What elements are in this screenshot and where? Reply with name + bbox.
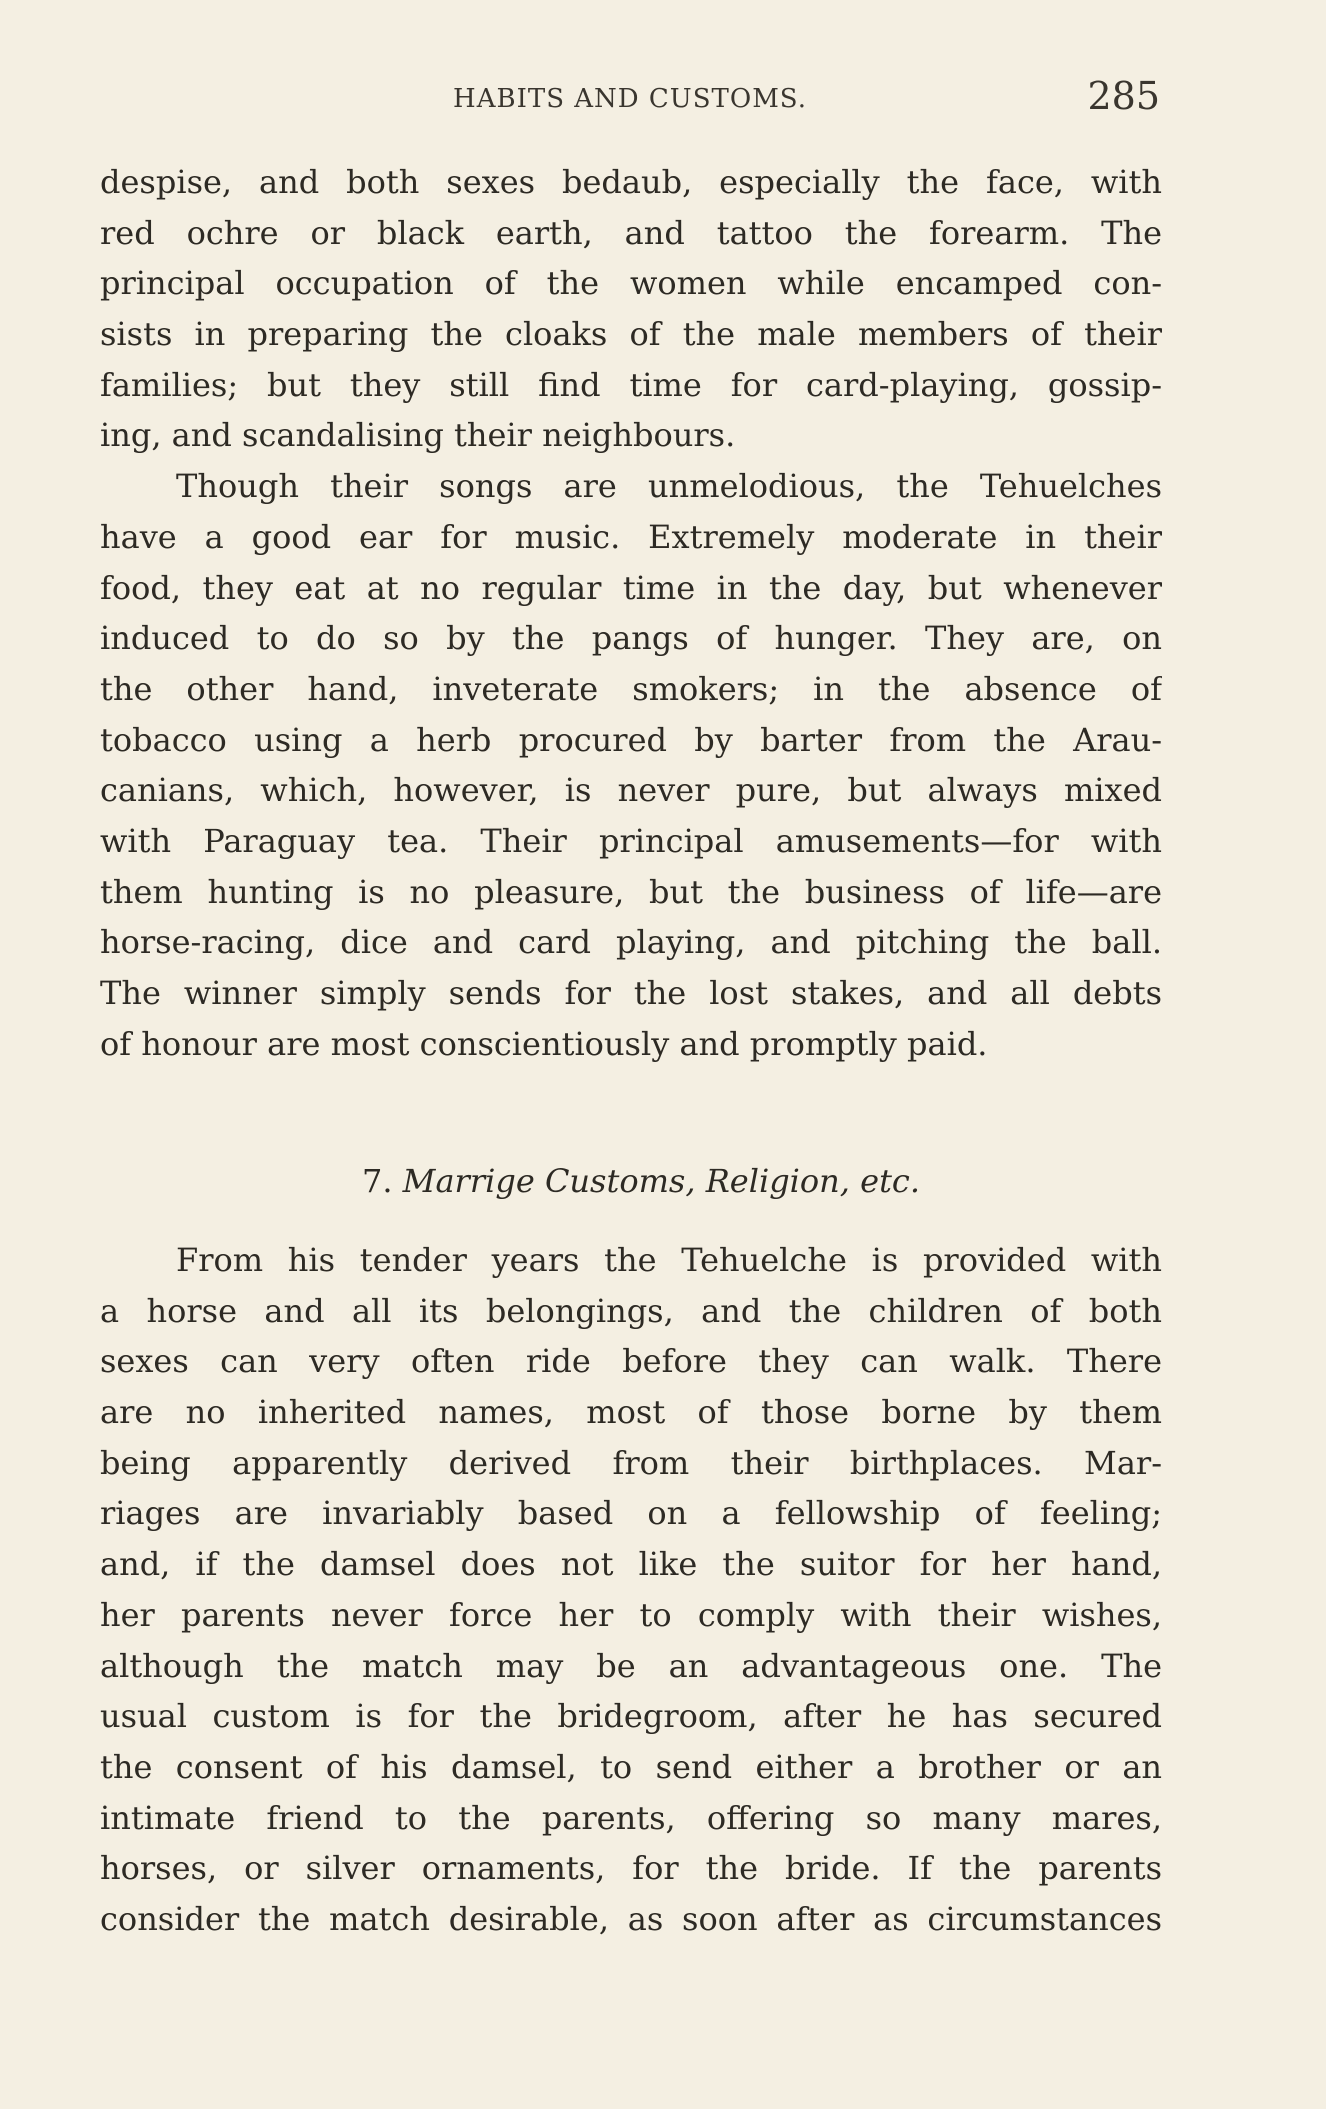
page-number: 285 xyxy=(1087,74,1160,118)
text-line: From his tender years the Tehuelche is provided with xyxy=(176,1241,1162,1279)
text-line: ing, and scandalising their neighbours. xyxy=(100,416,736,455)
section-number: 7. xyxy=(361,1162,393,1200)
text-line: families; but they still find time for card-playing, gossip- xyxy=(100,365,1162,404)
text-line: are no inherited names, most of those borne by them xyxy=(100,1393,1162,1432)
text-line: horses, or silver ornaments, for the bride. If the parents xyxy=(100,1849,1162,1888)
text-line: with Paraguay tea. Their principal amusements—for with xyxy=(100,821,1162,860)
text-line: the other hand, inveterate smokers; in the absence of xyxy=(100,669,1162,708)
text-line: her parents never force her to comply with their wishes, xyxy=(100,1595,1162,1634)
text-line: induced to do so by the pangs of hunger. They are, on xyxy=(100,619,1162,658)
section-title: Marrige Customs, Religion, etc. xyxy=(402,1162,921,1200)
body-text-bottom xyxy=(100,1235,1162,1945)
text-line: and, if the damsel does not like the suitor for her hand, xyxy=(100,1545,1162,1584)
text-line: of honour are most conscientiously and promptly paid. xyxy=(100,1024,988,1063)
text-line: despise, and both sexes bedaub, especially the face, with xyxy=(100,163,1162,201)
paragraph xyxy=(100,1235,1162,1945)
text-line: Though their songs are unmelodious, the Tehuelches xyxy=(176,467,1162,506)
text-line: sists in preparing the cloaks of the male members of their xyxy=(100,315,1162,354)
text-line: intimate friend to the parents, offering so many mares, xyxy=(100,1798,1162,1837)
text-line: the consent of his damsel, to send either a brother or an xyxy=(100,1747,1162,1786)
text-line: The winner simply sends for the lost stakes, and all debts xyxy=(100,974,1162,1012)
text-line: have a good ear for music. Extremely moderate in their xyxy=(100,517,1162,556)
text-line: being apparently derived from their birthplaces. Mar- xyxy=(100,1443,1162,1482)
text-line: principal occupation of the women while encamped con- xyxy=(100,264,1162,303)
body-text-top xyxy=(100,157,1162,1069)
text-line: horse-racing, dice and card playing, and pitching the ball. xyxy=(100,923,1162,962)
paragraph xyxy=(100,461,1162,1069)
text-line: a horse and all its belongings, and the children of both xyxy=(100,1291,1162,1330)
text-line: red ochre or black earth, and tattoo the forearm. The xyxy=(100,213,1162,252)
running-head xyxy=(100,74,1160,122)
text-line: them hunting is no pleasure, but the business of life—are xyxy=(100,872,1162,911)
text-line: although the match may be an advantageous one. The xyxy=(100,1646,1162,1685)
text-line: usual custom is for the bridegroom, after he has secured xyxy=(100,1697,1162,1736)
text-line: sexes can very often ride before they can walk. There xyxy=(100,1342,1162,1381)
text-line: tobacco using a herb procured by barter from the Arau- xyxy=(100,720,1162,759)
paragraph xyxy=(100,157,1162,461)
text-line: food, they eat at no regular time in the day, but whenever xyxy=(100,568,1162,607)
text-line: riages are invariably based on a fellowship of feeling; xyxy=(100,1494,1162,1533)
running-title: HABITS AND CUSTOMS. xyxy=(453,84,807,114)
text-line: consider the match desirable, as soon after as circumstances xyxy=(100,1899,1162,1938)
text-line: canians, which, however, is never pure, but always mixed xyxy=(100,771,1162,810)
section-heading xyxy=(100,1162,1162,1200)
